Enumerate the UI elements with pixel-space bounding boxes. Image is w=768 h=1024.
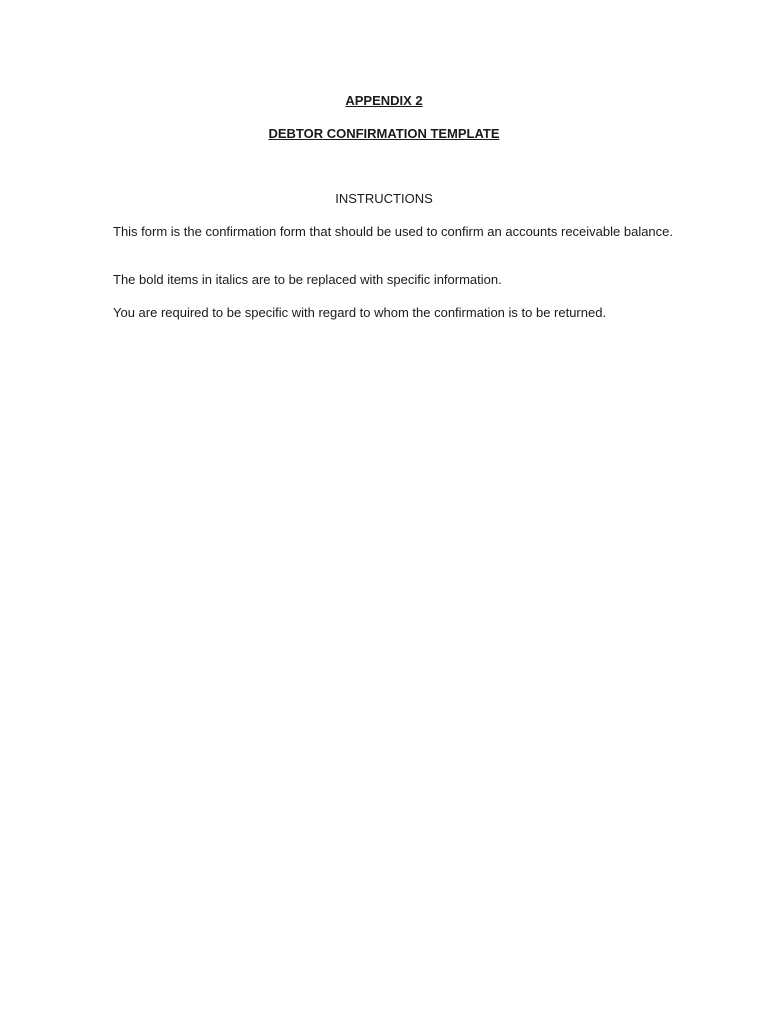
instruction-paragraph-1: This form is the confirmation form that should be used to confirm an accounts receivable balance. <box>113 224 674 239</box>
template-title: DEBTOR CONFIRMATION TEMPLATE <box>268 126 500 141</box>
instruction-paragraph-3: You are required to be specific with regard to whom the confirmation is to be returned. <box>113 305 607 320</box>
appendix-title: APPENDIX 2 <box>345 93 423 108</box>
instructions-heading: INSTRUCTIONS <box>335 191 433 206</box>
instruction-paragraph-2: The bold items in italics are to be replaced with specific information. <box>113 272 502 287</box>
